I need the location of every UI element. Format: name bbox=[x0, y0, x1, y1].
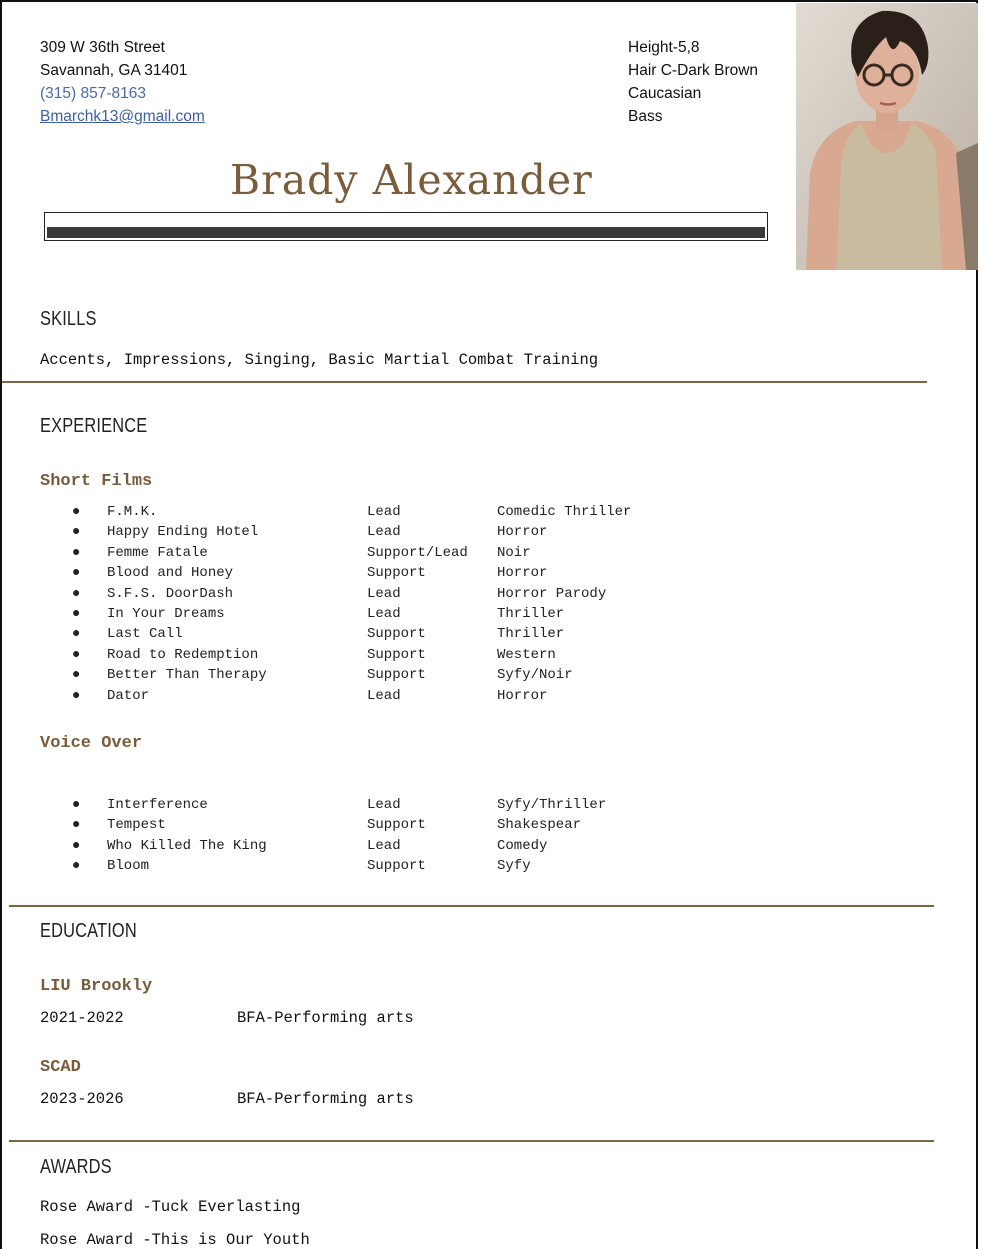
education-row bbox=[40, 1090, 414, 1108]
credit-title: Interference bbox=[107, 797, 208, 813]
credit-genre: Horror bbox=[497, 687, 548, 704]
education-years: 2023-2026 bbox=[40, 1090, 124, 1108]
experience-heading: EXPERIENCE bbox=[40, 415, 148, 437]
credit-role: Lead bbox=[367, 524, 401, 541]
email-link[interactable]: Bmarchk13@gmail.com bbox=[40, 108, 205, 125]
award-item: Rose Award -Tuck Everlasting bbox=[40, 1198, 301, 1216]
bullet-icon: ● bbox=[72, 667, 81, 684]
credit-title: Tempest bbox=[107, 817, 166, 834]
credit-title: Femme Fatale bbox=[107, 544, 208, 561]
credit-role: Lead bbox=[367, 504, 401, 520]
credit-genre: Syfy bbox=[497, 858, 531, 875]
bullet-icon: ● bbox=[72, 837, 81, 854]
education-heading: EDUCATION bbox=[40, 920, 137, 942]
school-name: LIU Brookly bbox=[40, 977, 153, 996]
credit-genre: Horror bbox=[497, 565, 548, 582]
bullet-icon: ● bbox=[72, 544, 81, 561]
credit-title: Better Than Therapy bbox=[107, 667, 267, 684]
credit-genre: Thriller bbox=[497, 605, 565, 622]
credit-role: Support/Lead bbox=[367, 544, 468, 561]
credit-title: Road to Redemption bbox=[107, 646, 259, 663]
credit-genre: Shakespear bbox=[497, 817, 582, 834]
credit-genre: Horror Parody bbox=[497, 585, 607, 602]
credit-role: Support bbox=[367, 817, 426, 834]
stat-hair: Hair C-Dark Brown bbox=[628, 62, 759, 79]
experience-divider bbox=[9, 905, 934, 907]
bullet-icon: ● bbox=[72, 585, 81, 602]
credit-role: Support bbox=[367, 646, 426, 663]
stat-ethnicity: Caucasian bbox=[628, 85, 702, 102]
address-line-1: 309 W 36th Street bbox=[40, 39, 165, 56]
bullet-icon: ● bbox=[72, 687, 81, 704]
education-years: 2021-2022 bbox=[40, 1009, 124, 1027]
credit-title: Dator bbox=[107, 687, 150, 704]
phone-number[interactable]: (315) 857-8163 bbox=[40, 85, 146, 102]
credit-genre: Thriller bbox=[497, 626, 565, 643]
bullet-icon: ● bbox=[72, 646, 81, 663]
bullet-icon: ● bbox=[72, 626, 81, 643]
headshot-image bbox=[796, 3, 978, 270]
awards-heading: AWARDS bbox=[40, 1156, 112, 1178]
credit-title: Who Killed The King bbox=[107, 837, 267, 854]
credit-genre: Comedy bbox=[497, 837, 548, 854]
education-divider bbox=[9, 1140, 934, 1142]
credit-role: Support bbox=[367, 858, 426, 875]
name-underline-fill bbox=[47, 227, 765, 238]
voice-over-heading: Voice Over bbox=[40, 734, 143, 753]
credit-genre: Comedic Thriller bbox=[497, 504, 632, 520]
credit-role: Support bbox=[367, 565, 426, 582]
bullet-icon: ● bbox=[72, 504, 81, 520]
bullet-icon: ● bbox=[72, 858, 81, 875]
stat-voice: Bass bbox=[628, 108, 663, 125]
education-degree: BFA-Performing arts bbox=[237, 1090, 414, 1108]
credit-role: Lead bbox=[367, 585, 401, 602]
award-item: Rose Award -This is Our Youth bbox=[40, 1231, 310, 1249]
school-name: SCAD bbox=[40, 1058, 81, 1077]
bullet-icon: ● bbox=[72, 817, 81, 834]
credit-title: Last Call bbox=[107, 626, 183, 643]
bullet-icon: ● bbox=[72, 605, 81, 622]
credit-role: Support bbox=[367, 626, 426, 643]
credit-genre: Syfy/Thriller bbox=[497, 797, 607, 813]
credit-role: Lead bbox=[367, 837, 401, 854]
credit-title: F.M.K. bbox=[107, 504, 158, 520]
education-degree: BFA-Performing arts bbox=[237, 1009, 414, 1027]
short-films-heading: Short Films bbox=[40, 472, 153, 491]
credit-genre: Horror bbox=[497, 524, 548, 541]
contact-block bbox=[40, 36, 205, 128]
address-line-2: Savannah, GA 31401 bbox=[40, 62, 188, 79]
skills-text: Accents, Impressions, Singing, Basic Martial Combat Training bbox=[40, 351, 599, 369]
credit-role: Lead bbox=[367, 605, 401, 622]
bullet-icon: ● bbox=[72, 565, 81, 582]
credit-role: Support bbox=[367, 667, 426, 684]
physical-stats bbox=[628, 36, 758, 128]
headshot-photo bbox=[796, 3, 978, 270]
skills-divider bbox=[2, 381, 927, 383]
credit-genre: Western bbox=[497, 646, 556, 663]
credit-title: Blood and Honey bbox=[107, 565, 234, 582]
credit-title: S.F.S. DoorDash bbox=[107, 585, 234, 602]
name-underline-bar bbox=[44, 212, 768, 241]
bullet-icon: ● bbox=[72, 797, 81, 813]
candidate-name: Brady Alexander bbox=[230, 156, 593, 204]
credit-genre: Syfy/Noir bbox=[497, 667, 573, 684]
bullet-icon: ● bbox=[72, 524, 81, 541]
credit-role: Lead bbox=[367, 687, 401, 704]
credit-title: In Your Dreams bbox=[107, 605, 225, 622]
credit-role: Lead bbox=[367, 797, 401, 813]
education-row bbox=[40, 1009, 414, 1027]
credit-genre: Noir bbox=[497, 544, 531, 561]
skills-heading: SKILLS bbox=[40, 308, 97, 330]
credit-title: Happy Ending Hotel bbox=[107, 524, 259, 541]
credit-title: Bloom bbox=[107, 858, 150, 875]
stat-height: Height-5,8 bbox=[628, 39, 700, 56]
